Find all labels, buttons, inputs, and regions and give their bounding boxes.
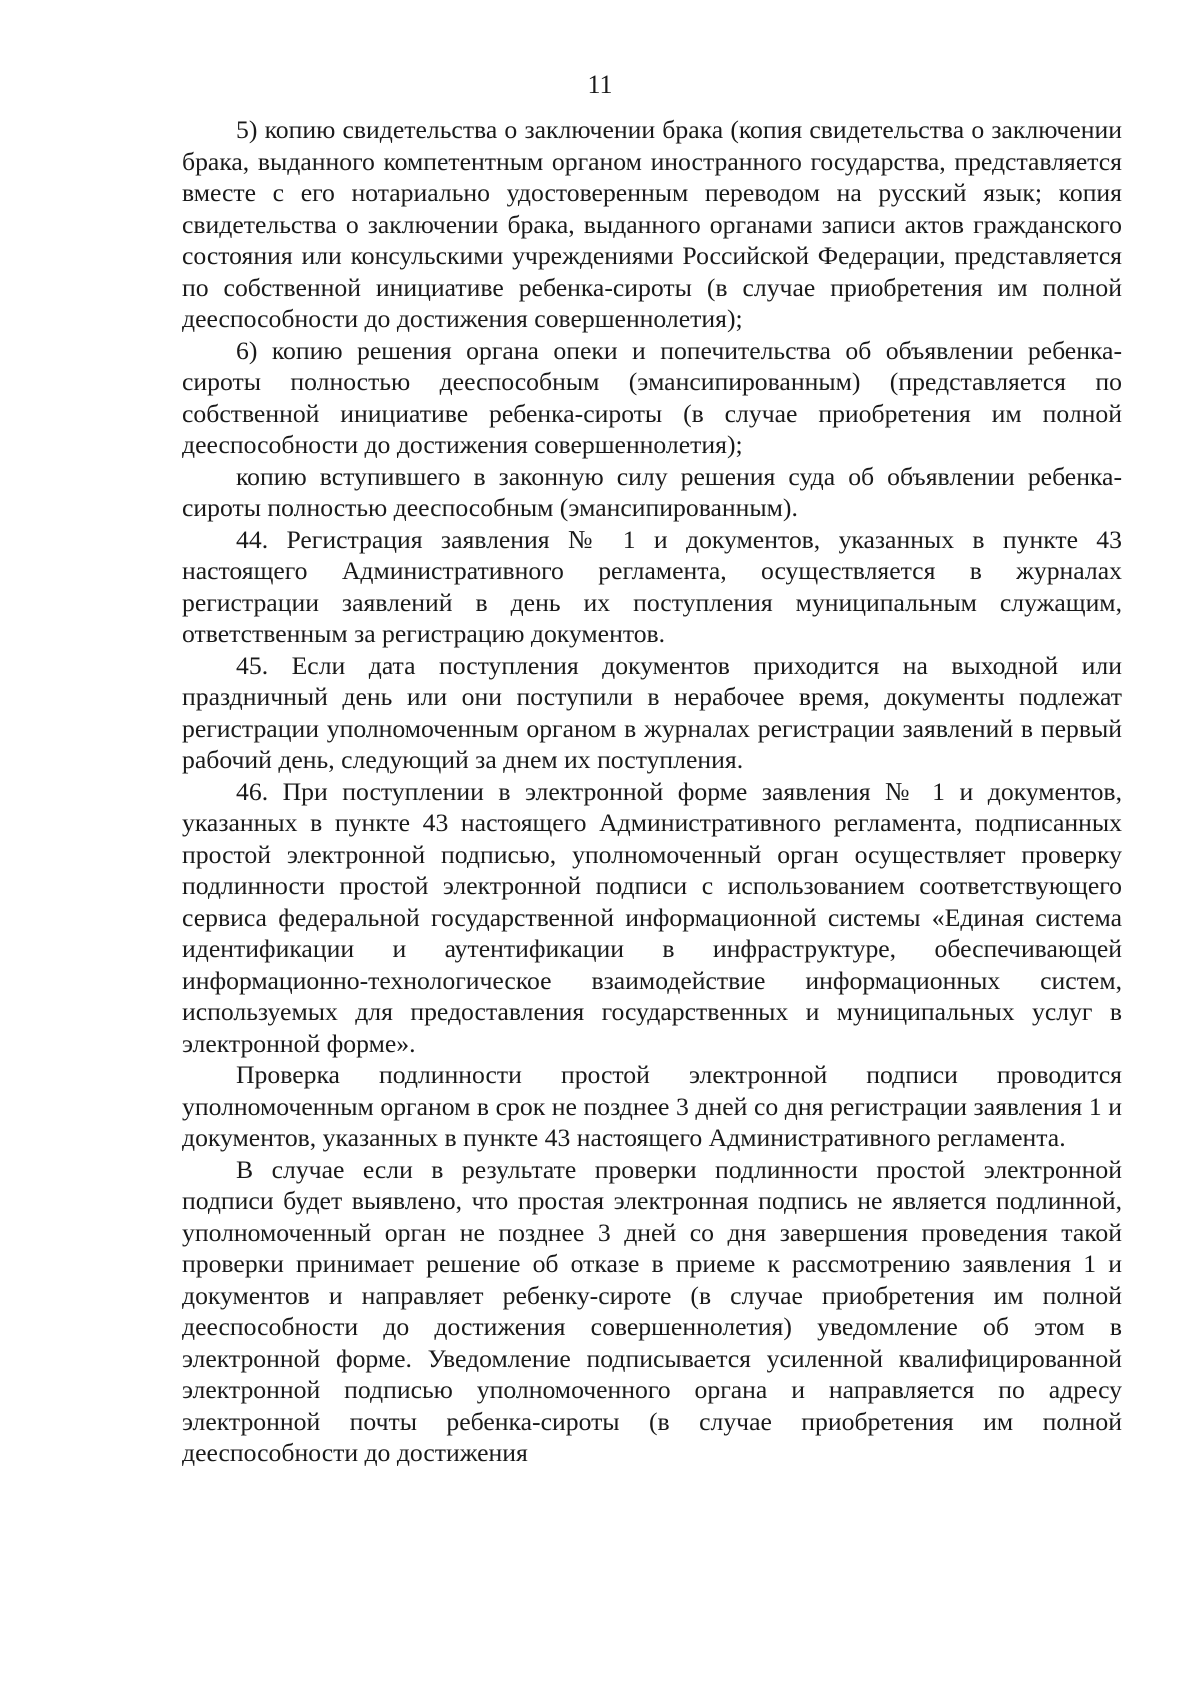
page-number: 11 — [587, 70, 613, 99]
paragraph-item-6-guardianship-decision: 6) копию решения органа опеки и попечительства об объявлении ребенка-сироты полностью дееспособным (эмансипированным) (представляется по собственной инициативе ребенка-сироты (в случае приобретения им полной дееспособности до достижения совершеннолетия); — [182, 335, 1122, 459]
paragraph-signature-verification: Проверка подлинности простой электронной подписи проводится уполномоченным органом в срок не позднее 3 дней со дня регистрации заявления 1 и документов, указанных в пункте 43 настоящего Административного регламента. — [182, 1060, 1122, 1152]
paragraph-clause-45: 45. Если дата поступления документов приходится на выходной или праздничный день или они поступили в нерабочее время, документы подлежат регистрации уполномоченным органом в журналах регистрации заявлений в первый рабочий день, следующий за днем их поступления. — [182, 650, 1122, 774]
paragraph-invalid-signature: В случае если в результате проверки подлинности простой электронной подписи будет выявлено, что простая электронная подпись не является подлинной, уполномоченный орган не позднее 3 дней со дня завершения проведения такой проверки принимает решение об отказе в приеме к рассмотрению заявления 1 и документов и направляет ребенку-сироте (в случае приобретения им полной дееспособности до достижения совершеннолетия) уведомление об этом в электронной форме. Уведомление подписывается усиленной квалифицированной электронной подписью уполномоченного органа и направляется по адресу электронной почты ребенка-сироты (в случае приобретения им полной дееспособности до достижения — [182, 1154, 1122, 1467]
paragraph-item-5-marriage-certificate: 5) копию свидетельства о заключении брака (копия свидетельства о заключении брака, выданного компетентным органом иностранного государства, представляется вместе с его нотариально удостоверенным переводом на русский язык; копия свидетельства о заключении брака, выданного органами записи актов гражданского состояния или консульскими учреждениями Российской Федерации, представляется по собственной инициативе ребенка-сироты (в случае приобретения им полной дееспособности до достижения совершеннолетия); — [182, 115, 1122, 333]
paragraph-clause-46: 46. При поступлении в электронной форме заявления № 1 и документов, указанных в пункте 43 настоящего Административного регламента, подписанных простой электронной подписью, уполномоченный орган осуществляет проверку подлинности простой электронной подписи с использованием соответствующего сервиса федеральной государственной информационной системы «Единая система идентификации и аутентификации в инфраструктуре, обеспечивающей информационно-технологическое взаимодействие информационных систем, используемых для предоставления государственных и муниципальных услуг в электронной форме». — [182, 776, 1122, 1058]
paragraph-clause-44: 44. Регистрация заявления № 1 и документов, указанных в пункте 43 настоящего Административного регламента, осуществляется в журналах регистрации заявлений в день их поступления муниципальным служащим, ответственным за регистрацию документов. — [182, 524, 1122, 648]
paragraph-court-decision-copy: копию вступившего в законную силу решения суда об объявлении ребенка-сироты полностью дееспособным (эмансипированным). — [182, 461, 1122, 522]
document-body — [182, 114, 1122, 1469]
